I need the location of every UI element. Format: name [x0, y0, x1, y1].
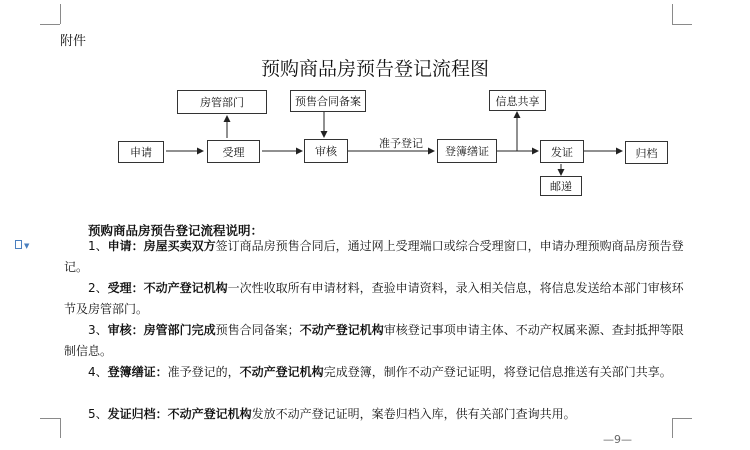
caret-down-icon[interactable]: ▼ [24, 242, 30, 250]
node-issue: 发证 [540, 140, 584, 163]
edge-label-approve: 准予登记 [379, 137, 423, 150]
node-housing-dept: 房管部门 [177, 90, 267, 114]
explanation-item-1: 1、申请：房屋买卖双方签订商品房预售合同后，通过网上受理端口或综合受理窗口，申请办理预购商品房预告登记。 [64, 239, 684, 274]
node-review: 审核 [304, 139, 348, 163]
node-contract-filing: 预售合同备案 [290, 90, 366, 112]
node-apply: 申请 [118, 141, 164, 163]
explanation-heading: 预购商品房预告登记流程说明： [88, 223, 264, 238]
node-accept: 受理 [207, 140, 260, 163]
node-mail: 邮递 [540, 176, 582, 196]
page-title: 预购商品房预告登记流程图 [260, 58, 489, 80]
node-register: 登簿缮证 [437, 139, 497, 163]
node-archive: 归档 [625, 141, 668, 164]
explanation-item-2: 2、受理：不动产登记机构一次性收取所有申请材料，查验申请资料，录入相关信息，将信息发送给本部门审核环节及房管部门。 [64, 281, 684, 316]
page-number: —9— [603, 433, 632, 446]
attachment-label: 附件 [60, 34, 87, 49]
explanation-item-5: 5、发证归档：不动产登记机构发放不动产登记证明，案卷归档入库，供有关部门查询共用。 [88, 407, 576, 421]
explanation-item-4: 4、登簿缮证：准予登记的，不动产登记机构完成登簿，制作不动产登记证明，将登记信息推送有关部门共享。 [88, 365, 672, 379]
node-info-share: 信息共享 [489, 90, 546, 111]
explanation-item-3: 3、审核：房管部门完成预售合同备案；不动产登记机构审核登记事项申请主体、不动产权属来源、查封抵押等限制信息。 [64, 323, 684, 358]
